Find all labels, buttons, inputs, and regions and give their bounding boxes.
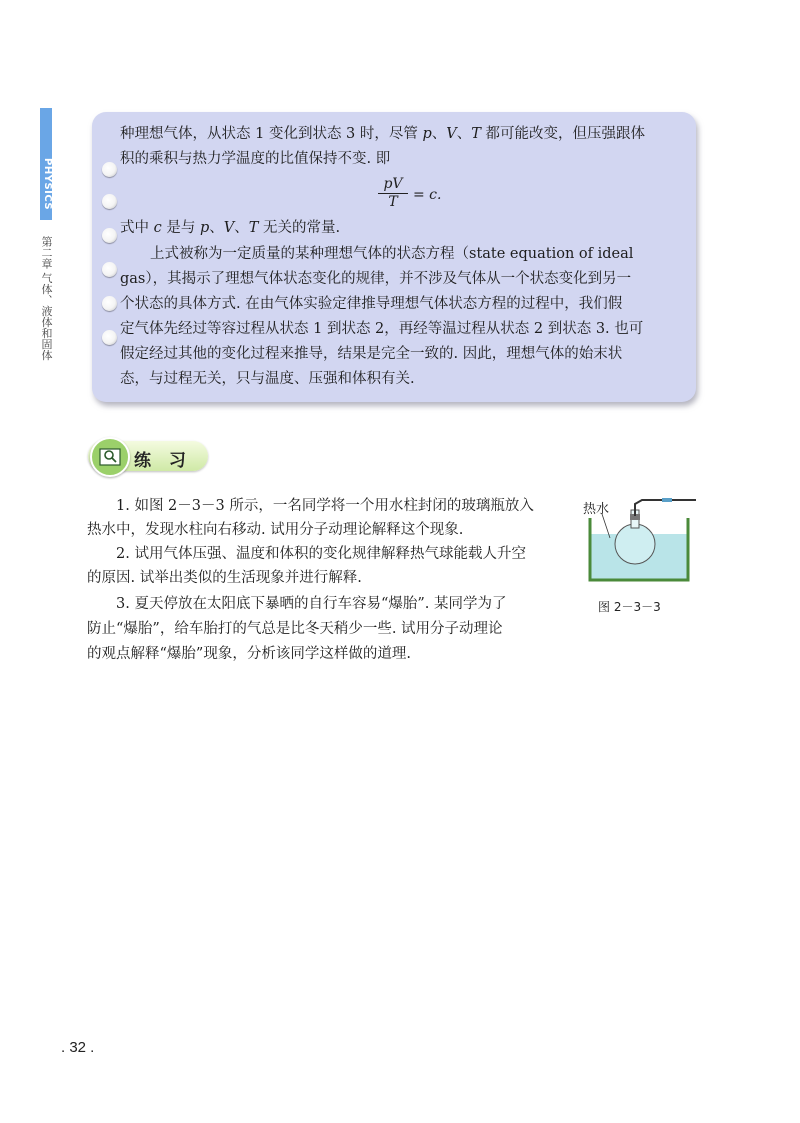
box-line-1: 种理想气体，从状态 1 变化到状态 3 时，尽管 p、V、T 都可能改变，但压强跟体 [120, 126, 646, 142]
box-line-9: 态，与过程无关，只与温度、压强和体积有关. [120, 371, 415, 387]
exercise-line-1: 1. 如图 2－3－3 所示，一名同学将一个用水柱封闭的玻璃瓶放入 [116, 498, 534, 514]
binder-ring-icon [102, 162, 117, 177]
chapter-label: 第二章 气体、液体和固体 [40, 236, 53, 361]
exercise-line-7: 的观点解释“爆胎”现象，分析该同学这样做的道理. [87, 646, 411, 662]
exercise-title: 练 习 [134, 451, 192, 471]
exercise-line-5: 3. 夏天停放在太阳底下暴晒的自行车容易“爆胎”. 某同学为了 [116, 596, 507, 612]
binder-ring-icon [102, 296, 117, 311]
binder-ring-icon [102, 194, 117, 209]
binder-ring-icon [102, 330, 117, 345]
box-line-7: 定气体先经过等容过程从状态 1 到状态 2，再经等温过程从状态 2 到状态 3. 也可 [120, 321, 644, 337]
box-line-3: 式中 c 是与 p、V、T 无关的常量. [120, 220, 341, 236]
binder-ring-icon [102, 228, 117, 243]
magnifier-book-icon [90, 437, 130, 477]
box-line-8: 假定经过其他的变化过程来推导，结果是完全一致的. 因此，理想气体的始末状 [120, 346, 623, 362]
figure-label-hot-water: 热水 [583, 502, 610, 517]
subject-label: PHYSICS [42, 158, 53, 211]
exercise-line-6: 防止“爆胎”，给车胎打的气总是比冬天稍少一些. 试用分子动理论 [87, 621, 503, 637]
equation-denominator: T [388, 194, 398, 210]
magnifier-book-icon-graphic [92, 439, 128, 475]
exercise-line-3: 2. 试用气体压强、温度和体积的变化规律解释热气球能载人升空 [116, 546, 526, 562]
exercise-line-2: 热水中，发现水柱向右移动. 试用分子动理论解释这个现象. [87, 522, 464, 538]
binder-ring-icon [102, 262, 117, 277]
box-line-2: 积的乘积与热力学温度的比值保持不变. 即 [120, 151, 391, 167]
box-line-6: 个状态的具体方式. 在由气体实验定律推导理想气体状态方程的过程中，我们假 [120, 296, 623, 312]
box-line-5: gas），其揭示了理想气体状态变化的规律，并不涉及气体从一个状态变化到另一 [120, 271, 632, 287]
figure-caption: 图 2－3－3 [598, 600, 661, 614]
equation-fraction [378, 176, 408, 211]
equation-rhs: = c. [413, 187, 442, 203]
exercise-line-4: 的原因. 试举出类似的生活现象并进行解释. [87, 570, 362, 586]
page-number: . 32 . [61, 1039, 95, 1056]
equation-numerator: pV [378, 176, 408, 194]
box-line-4: 上式被称为一定质量的某种理想气体的状态方程（state equation of ideal [150, 246, 634, 262]
